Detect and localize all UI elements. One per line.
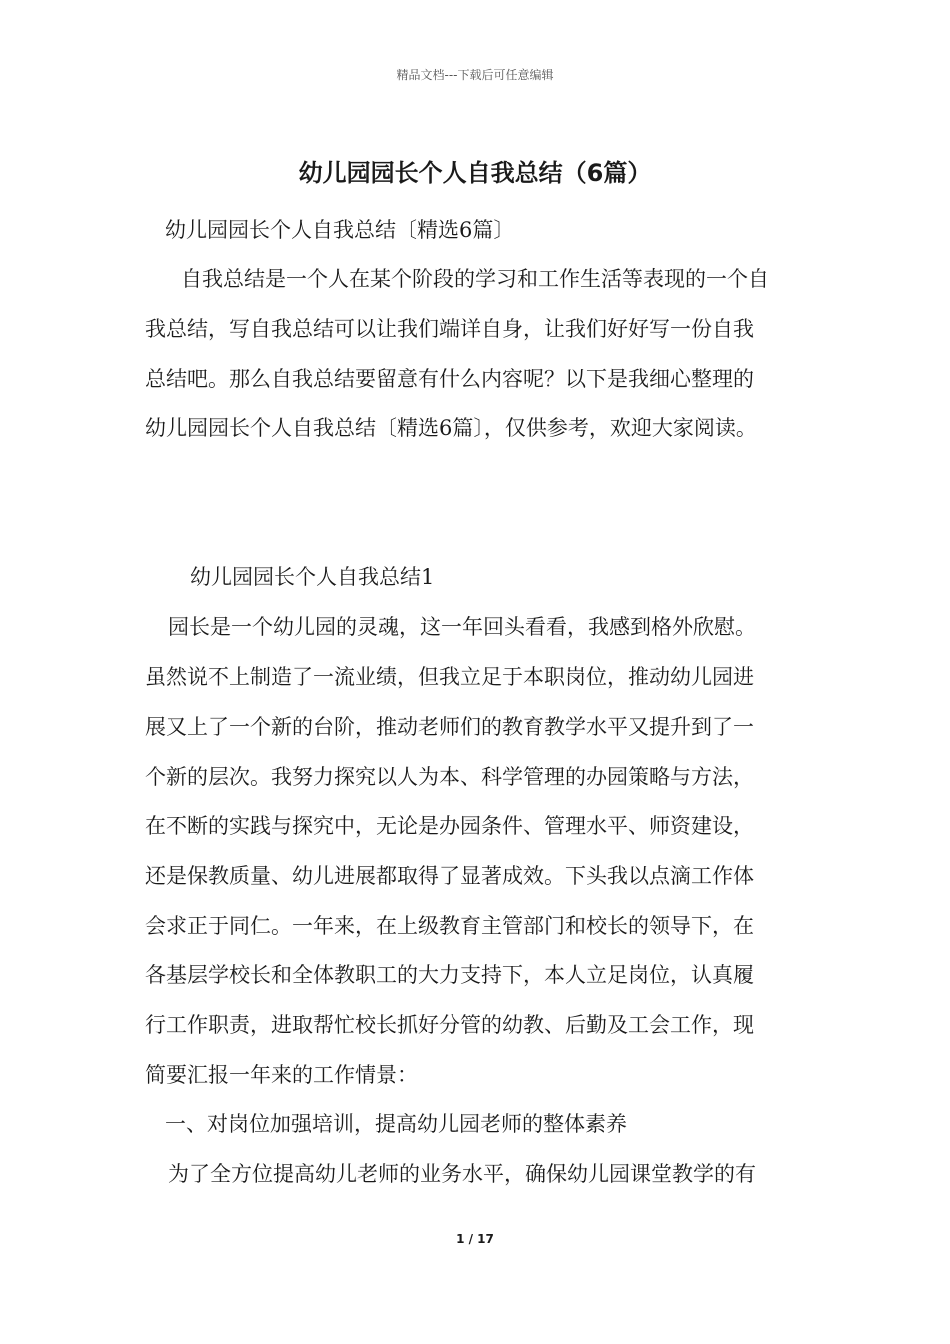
body-line: 在不断的实践与探究中，无论是办园条件、管理水平、师资建设， xyxy=(145,814,754,838)
body-line: 虽然说不上制造了一流业绩，但我立足于本职岗位，推动幼儿园进 xyxy=(145,665,754,689)
intro-line: 自我总结是一个人在某个阶段的学习和工作生活等表现的一个自 xyxy=(181,267,769,291)
point-heading: 一、对岗位加强培训，提高幼儿园老师的整体素养 xyxy=(165,1112,627,1136)
document-title: 幼儿园园长个人自我总结（6篇） xyxy=(298,159,652,187)
page-number: 1 / 17 xyxy=(456,1232,494,1246)
body-line: 园长是一个幼儿园的灵魂，这一年回头看看，我感到格外欣慰。 xyxy=(168,615,756,639)
body-line: 行工作职责，进取帮忙校长抓好分管的幼教、后勤及工会工作，现 xyxy=(145,1013,754,1037)
body-line: 展又上了一个新的台阶，推动老师们的教育教学水平又提升到了一 xyxy=(145,715,754,739)
intro-line: 总结吧。那么自我总结要留意有什么内容呢？以下是我细心整理的 xyxy=(145,367,754,391)
body-line: 各基层学校长和全体教职工的大力支持下，本人立足岗位，认真履 xyxy=(145,963,754,987)
body-line: 会求正于同仁。一年来，在上级教育主管部门和校长的领导下，在 xyxy=(145,914,754,938)
intro-line: 幼儿园园长个人自我总结〔精选6篇〕，仅供参考，欢迎大家阅读。 xyxy=(145,416,757,440)
subtitle: 幼儿园园长个人自我总结〔精选6篇〕 xyxy=(165,218,515,242)
body-line: 简要汇报一年来的工作情景： xyxy=(145,1063,418,1087)
section-heading: 幼儿园园长个人自我总结1 xyxy=(190,565,435,589)
intro-line: 我总结，写自我总结可以让我们端详自身，让我们好好写一份自我 xyxy=(145,317,754,341)
body-line: 还是保教质量、幼儿进展都取得了显著成效。下头我以点滴工作体 xyxy=(145,864,754,888)
page-header: 精品文档---下载后可任意编辑 xyxy=(396,68,554,82)
body-line: 为了全方位提高幼儿老师的业务水平，确保幼儿园课堂教学的有 xyxy=(168,1162,756,1186)
body-line: 个新的层次。我努力探究以人为本、科学管理的办园策略与方法， xyxy=(145,765,754,789)
